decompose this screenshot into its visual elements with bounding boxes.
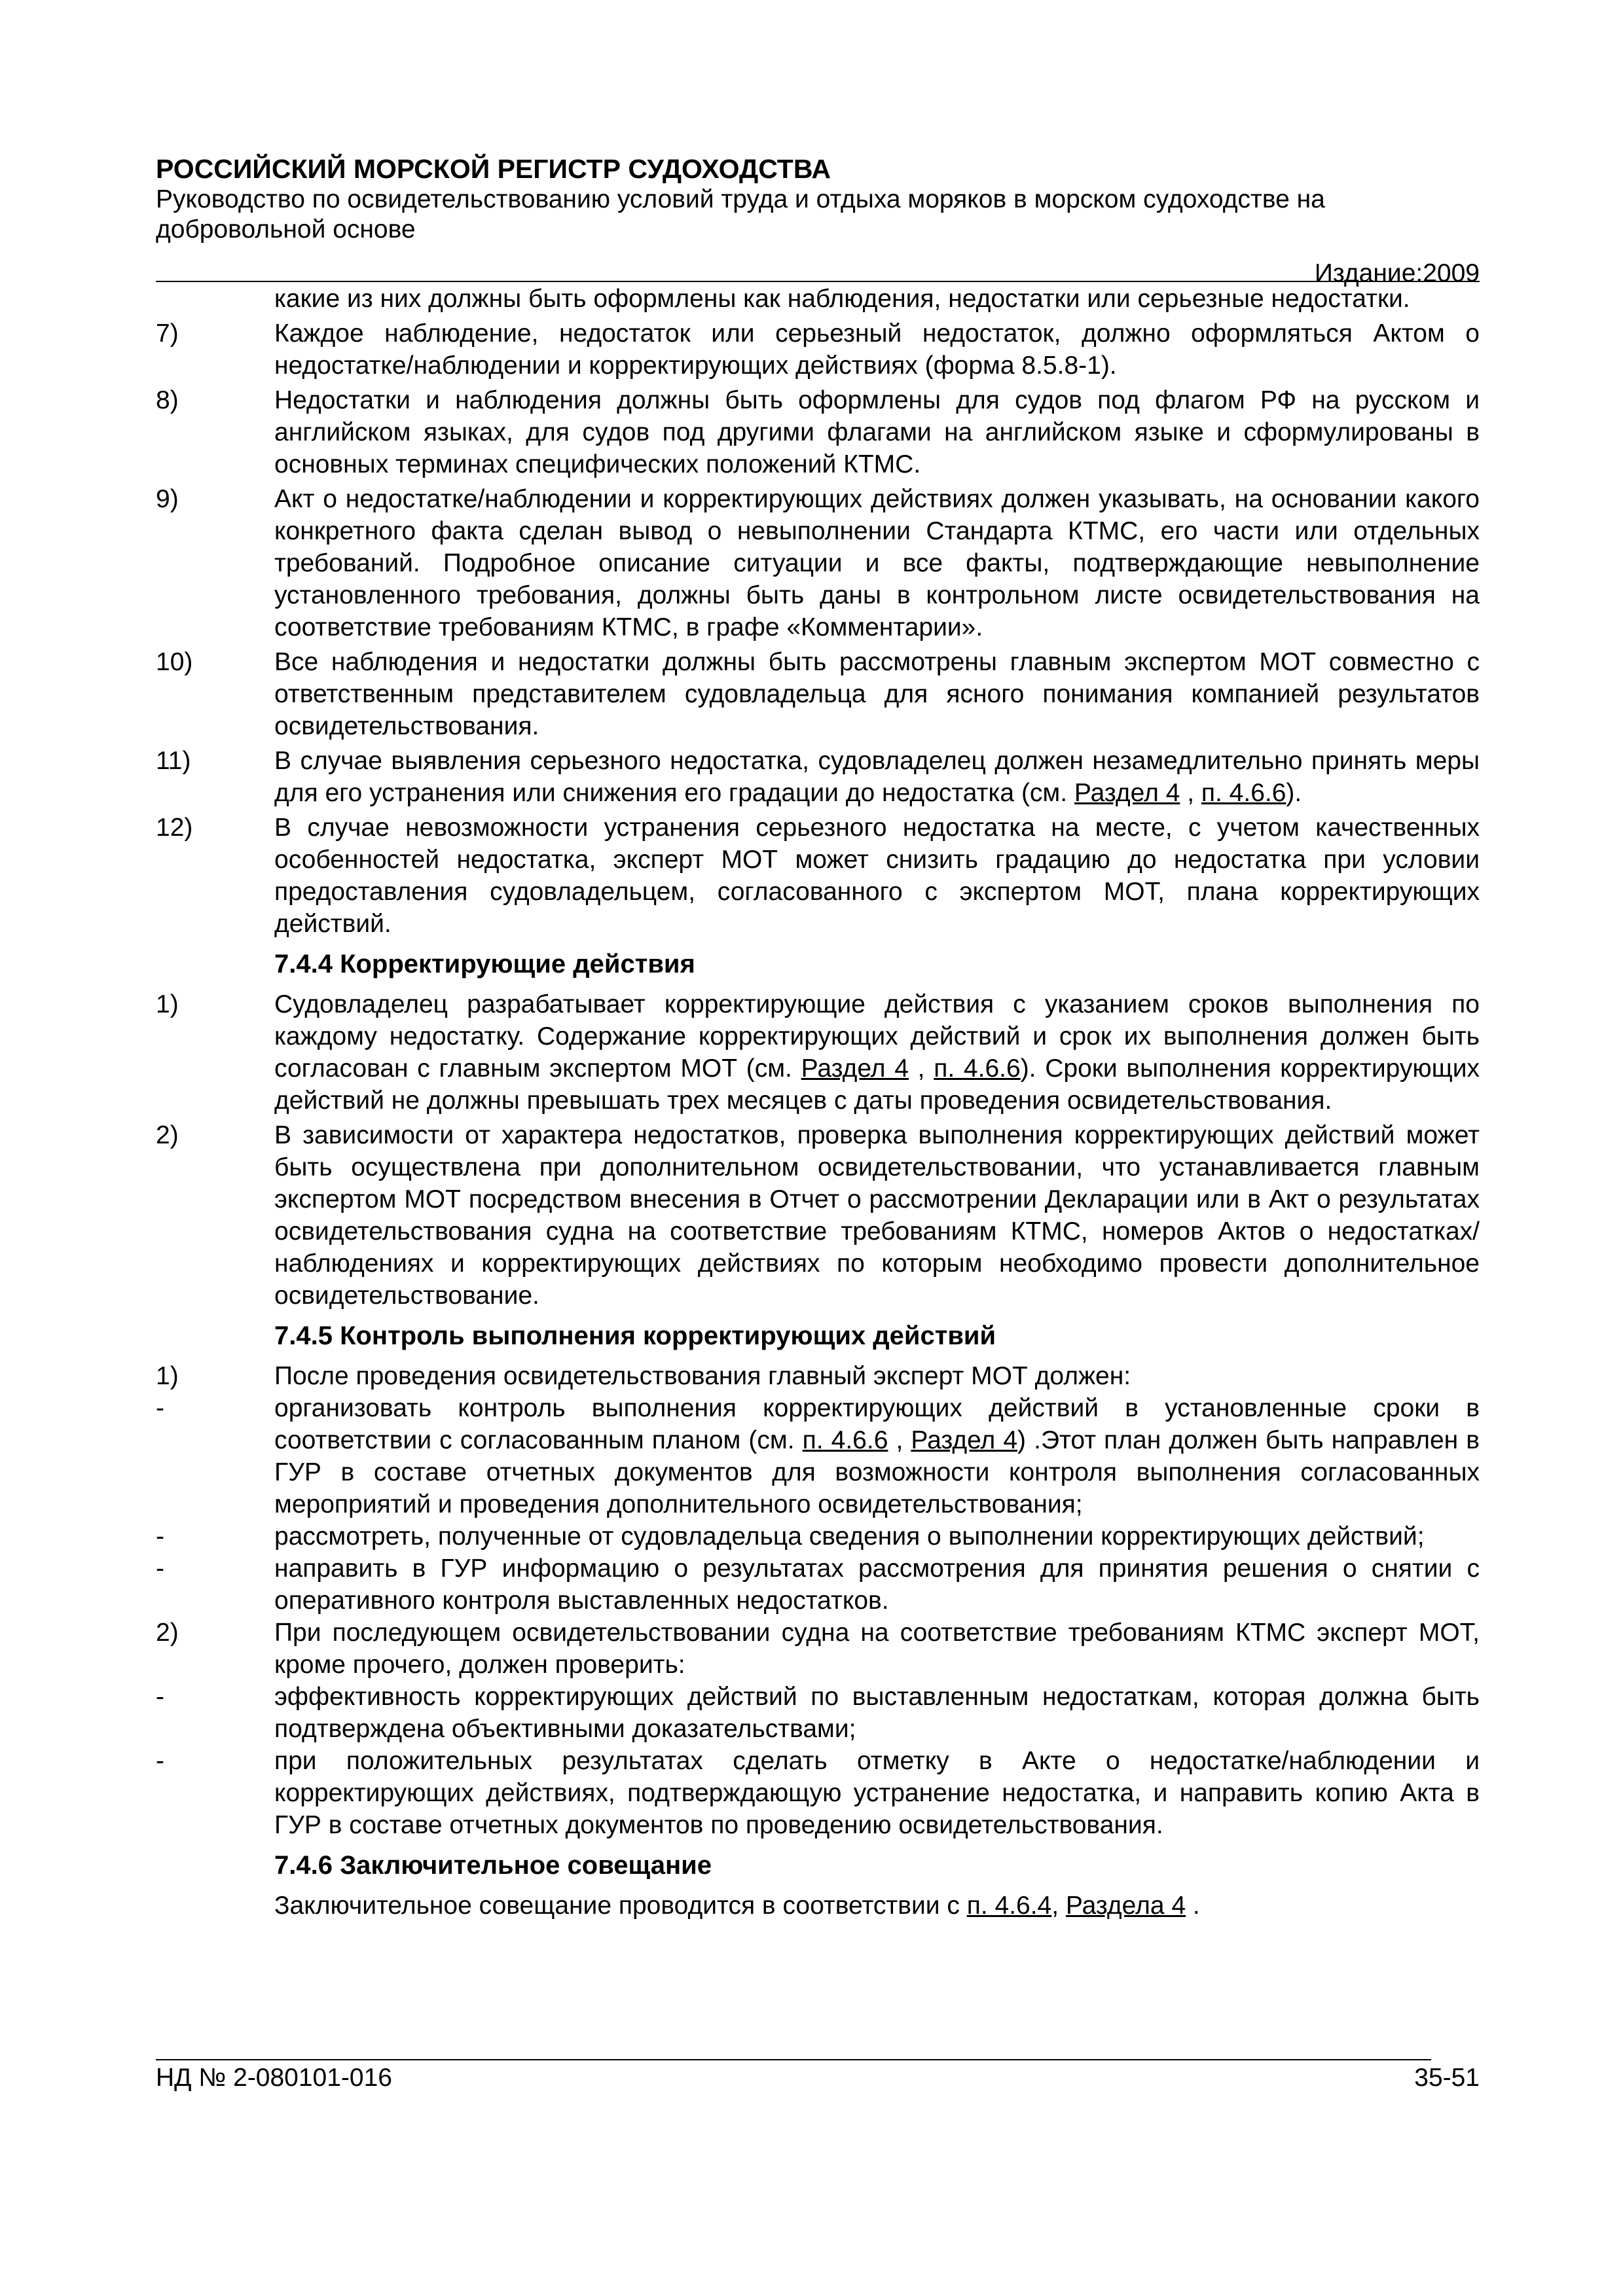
list-item: [156, 1360, 1480, 1392]
text-segment: .: [1186, 1892, 1200, 1920]
clause-4-6-6-link[interactable]: п. 4.6.6: [1201, 779, 1286, 807]
section-4-link[interactable]: Раздел 4: [1074, 779, 1180, 807]
section-heading-7-4-6: 7.4.6 Заключительное совещание: [274, 1851, 712, 1880]
item-text: эффективность корректирующих действий по выставленным недостаткам, которая должна быть подтверждена объективными доказательствами;: [274, 1683, 1480, 1743]
item-text: В случае невозможности устранения серьезного недостатка на месте, с учетом качественных особенностей недостатка, эксперт МОТ может снизить градацию до недостатка при условии предоставления судовладельцем, согласованного с экспертом МОТ, плана корректирующих действий.: [274, 814, 1480, 938]
footer-divider: [156, 2059, 1431, 2060]
text-segment: ,: [1051, 1892, 1066, 1920]
closing-paragraph: [274, 1890, 1480, 1922]
item-text: при положительных результатах сделать отметку в Акте о недостатке/наблюдении и корректирующих действиях, подтверждающую устранение недостатка, и направить копию Акта в ГУР в составе отчетных документов по проведению освидетельствования.: [274, 1747, 1480, 1839]
clause-4-6-4-link[interactable]: п. 4.6.4: [966, 1892, 1052, 1920]
item-number: 2): [156, 1121, 179, 1149]
item-text: В зависимости от характера недостатков, проверка выполнения корректирующих действий может быть осуществлена при дополнительном освидетельствовании, что устанавливается главным экспертом МОТ посредством внесения в Отчет о рассмотрении Декларации или в Акт о результатах освидетельствования судна на соответствие требованиям КТМС, номеров Актов о недостатках/наблюдениях и корректирующих действиях по которым необходимо провести дополнительное освидетельствование.: [274, 1121, 1480, 1310]
item-number: 2): [156, 1619, 179, 1647]
item-text: Акт о недостатке/наблюдении и корректирующих действиях должен указывать, на основании какого конкретного факта сделан вывод о невыполнении Стандарта КТМС, его части или отдельных требований. Подробное описание ситуации и все факты, подтверждающие невыполнение установленного требования, должны быть даны в контрольном листе освидетельствования на соответствие требованиям КТМС, в графе «Комментарии».: [274, 485, 1480, 641]
item-text: рассмотреть, полученные от судовладельца сведения о выполнении корректирующих действий;: [274, 1522, 1425, 1551]
list-item: [156, 384, 1480, 480]
item-text: Каждое наблюдение, недостаток или серьезный недостаток, должно оформляться Актом о недостатке/наблюдении и корректирующих действиях (форма 8.5.8-1).: [274, 319, 1480, 380]
dash-marker: -: [156, 1394, 164, 1422]
item-text: Все наблюдения и недостатки должны быть рассмотрены главным экспертом МОТ совместно с ответственным представителем судовладельца для ясного понимания компанией результатов освидетельствования.: [274, 648, 1480, 740]
text-segment: Судовладелец разрабатывает корректирующие действия с указанием сроков выполнения по каждому недостатку. Содержание корректирующих действий и срок их выполнения должен быть согласован с главным экспертом МОТ (см.: [274, 990, 1480, 1083]
item-number: 9): [156, 485, 179, 513]
list-item: [156, 745, 1480, 809]
section-4-link[interactable]: Раздел 4: [911, 1426, 1018, 1454]
item-number: 12): [156, 814, 193, 842]
item-number: 8): [156, 386, 179, 414]
continuation-text: какие из них должны быть оформлены как наблюдения, недостатки или серьезные недостатки.: [274, 285, 1410, 313]
item-number: 7): [156, 319, 179, 348]
text-segment: В случае выявления серьезного недостатка, судовладелец должен незамедлительно принять меры для его устранения или снижения его градации до недостатка (см.: [274, 747, 1480, 807]
page-number: 35-51: [1414, 2064, 1480, 2092]
dash-item: [156, 1520, 1480, 1552]
section-heading-7-4-5: 7.4.5 Контроль выполнения корректирующих действий: [274, 1321, 996, 1350]
clause-4-6-6-link[interactable]: п. 4.6.6: [934, 1054, 1021, 1083]
item-text: При последующем освидетельствовании судна на соответствие требованиям КТМС эксперт МОТ, кроме прочего, должен проверить:: [274, 1619, 1480, 1679]
text-segment: ). Сроки выполнения корректирующих действий не должны превышать трех месяцев с даты проведения освидетельствования.: [274, 1054, 1480, 1115]
text-segment: ) .Этот план должен быть направлен в ГУР в составе отчетных документов для возможности контроля выполнения согласованных мероприятий и проведения дополнительного освидетельствования;: [274, 1426, 1480, 1518]
item-text: [274, 1392, 1480, 1520]
section-heading-7-4-4: 7.4.4 Корректирующие действия: [274, 950, 695, 978]
text-segment: ,: [908, 1054, 934, 1083]
text-segment: организовать контроль выполнения корректирующих действий в установленные сроки в соответствии с согласованным планом (см.: [274, 1394, 1480, 1454]
dash-item: [156, 1745, 1480, 1841]
list-item: [156, 317, 1480, 382]
item-text: направить в ГУР информацию о результатах рассмотрения для принятия решения о снятии с оперативного контроля выставленных недостатков.: [274, 1554, 1480, 1615]
dash-marker: -: [156, 1683, 164, 1711]
dash-item: [156, 1552, 1480, 1617]
dash-item: [156, 1681, 1480, 1745]
document-number: НД № 2-080101-016: [156, 2064, 392, 2092]
list-item: [156, 646, 1480, 742]
organization-name: РОССИЙСКИЙ МОРСКОЙ РЕГИСТР СУДОХОДСТВА: [156, 154, 831, 184]
list-item: [156, 483, 1480, 643]
text-segment: Заключительное совещание проводится в соответствии с: [274, 1892, 967, 1920]
document-body: [156, 283, 1480, 1922]
text-segment: ,: [888, 1426, 911, 1454]
section-4-link[interactable]: Раздела 4: [1065, 1892, 1186, 1920]
text-segment: ).: [1286, 779, 1302, 807]
edition-label: Издание:2009: [1314, 259, 1480, 287]
dash-marker: -: [156, 1554, 164, 1583]
item-text: Недостатки и наблюдения должны быть оформлены для судов под флагом РФ на русском и английском языках, для судов под другими флагами на английском языке и сформулированы в основных терминах специфических положений КТМС.: [274, 386, 1480, 478]
item-number: 1): [156, 990, 179, 1018]
text-segment: ,: [1180, 779, 1201, 807]
clause-4-6-6-link[interactable]: п. 4.6.6: [802, 1426, 888, 1454]
item-number: 10): [156, 648, 193, 676]
item-number: 1): [156, 1362, 179, 1390]
dash-marker: -: [156, 1747, 164, 1775]
dash-marker: -: [156, 1522, 164, 1551]
list-item: [156, 1617, 1480, 1681]
item-text: [274, 745, 1480, 809]
document-title: Руководство по освидетельствованию условий труда и отдыха моряков в морском судоходстве на добровольной основе: [156, 185, 1325, 243]
header-divider: [156, 281, 1480, 282]
item-number: 11): [156, 747, 191, 775]
page-header: [156, 153, 1480, 289]
item-text: После проведения освидетельствования главный эксперт МОТ должен:: [274, 1362, 1131, 1390]
list-item: [156, 1119, 1480, 1312]
dash-item: [156, 1392, 1480, 1520]
list-item: [156, 988, 1480, 1117]
item-text: [274, 988, 1480, 1117]
list-item: [156, 812, 1480, 940]
section-4-link[interactable]: Раздел 4: [801, 1054, 909, 1083]
